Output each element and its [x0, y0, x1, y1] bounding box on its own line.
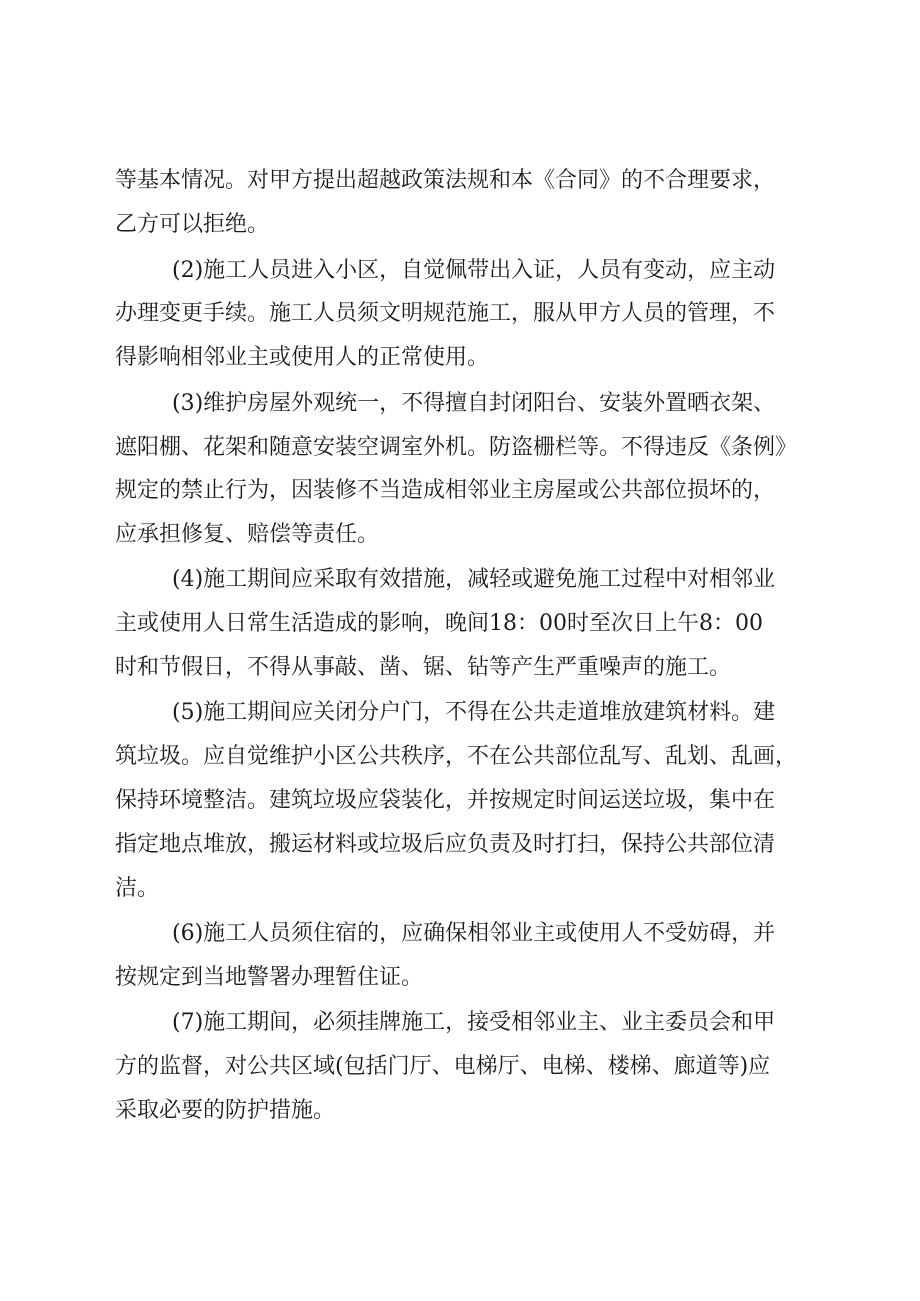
paragraph-5-first-line: (5)施工期间应关闭分户门，不得在公共走道堆放建筑材料。建: [172, 700, 776, 725]
text-line: 指定地点堆放，搬运材料或垃圾后应负责及时打扫，保持公共部位清: [115, 832, 776, 857]
text-line: 办理变更手续。施工人员须文明规范施工，服从甲方人员的管理，不: [115, 301, 776, 326]
text-line: 乙方可以拒绝。: [115, 212, 270, 237]
text-line: 规定的禁止行为，因装修不当造成相邻业主房屋或公共部位损坏的，: [115, 478, 776, 503]
text-line: 应承担修复、赔偿等责任。: [115, 522, 380, 547]
paragraph-7-first-line: (7)施工期间，必须挂牌施工，接受相邻业主、业主委员会和甲: [172, 1010, 776, 1035]
text-line: 遮阳棚、花架和随意安装空调室外机。防盗栅栏等。不得违反《条例》: [115, 435, 798, 460]
paragraph-2-first-line: (2)施工人员进入小区，自觉佩带出入证，人员有变动，应主动: [172, 258, 776, 283]
text-line: 时和节假日，不得从事敲、凿、锯、钻等产生严重噪声的施工。: [115, 655, 732, 680]
text-line: 方的监督，对公共区域(包括门厅、电梯厅、电梯、楼梯、廊道等)应: [115, 1054, 771, 1079]
text-line: 主或使用人日常生活造成的影响，晚间18：00时至次日上午8：00: [115, 611, 763, 636]
paragraph-3-first-line: (3)维护房屋外观统一，不得擅自封闭阳台、安装外置晒衣架、: [172, 391, 776, 416]
text-line: 得影响相邻业主或使用人的正常使用。: [115, 345, 490, 370]
text-line: 按规定到当地警署办理暂住证。: [115, 965, 424, 990]
text-line: 洁。: [115, 876, 160, 901]
text-line: 筑垃圾。应自觉维护小区公共秩序，不在公共部位乱写、乱划、乱画，: [115, 744, 798, 769]
text-line: 保持环境整洁。建筑垃圾应袋装化，并按规定时间运送垃圾，集中在: [115, 788, 776, 813]
paragraph-6-first-line: (6)施工人员须住宿的，应确保相邻业主或使用人不受妨碍，并: [172, 921, 776, 946]
text-line: 采取必要的防护措施。: [115, 1098, 336, 1123]
text-line: 等基本情况。对甲方提出超越政策法规和本《合同》的不合理要求，: [115, 168, 776, 193]
paragraph-4-first-line: (4)施工期间应采取有效措施，减轻或避免施工过程中对相邻业: [172, 567, 776, 592]
